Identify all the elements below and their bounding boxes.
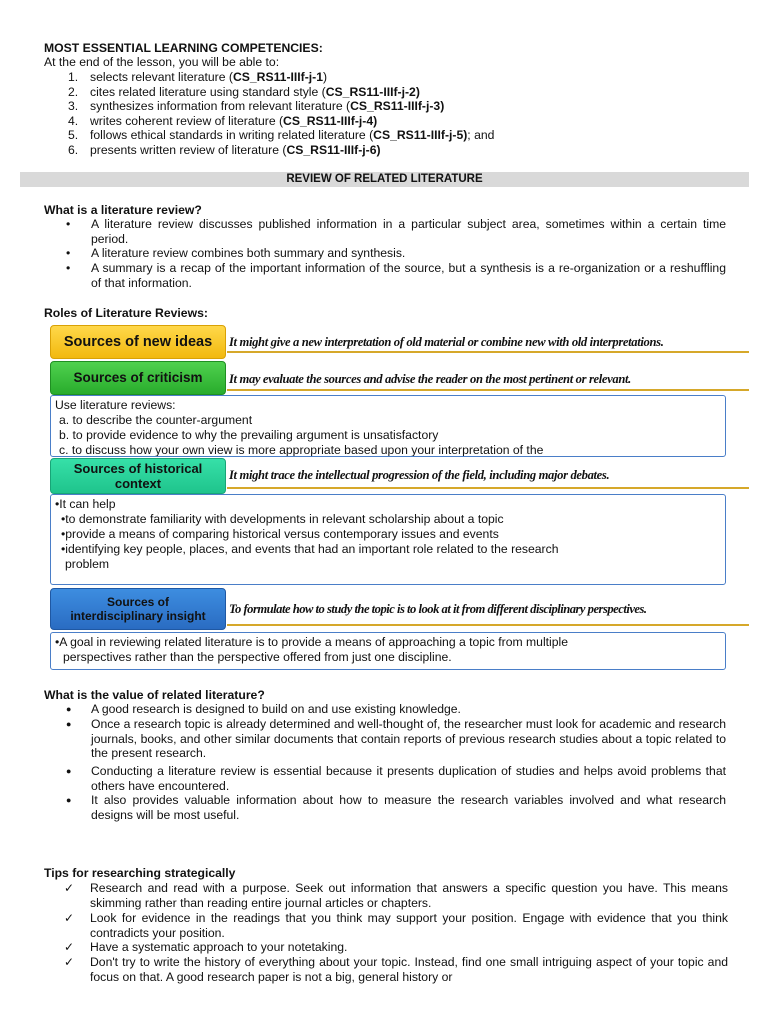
- roles-heading: Roles of Literature Reviews:: [44, 306, 208, 320]
- tip-item: ✓ Research and read with a purpose. Seek out information that answers a specific question you have. This means skimming rather than reading entire journal articles or chapters.: [64, 881, 728, 910]
- what-is-bullet: • A literature review discusses published information in a particular subject area, sometimes within a certain time period.: [66, 217, 726, 246]
- value-heading: What is the value of related literature?: [44, 688, 265, 702]
- tip-item: ✓ Have a systematic approach to your notetaking.: [64, 940, 348, 954]
- tip-item: ✓ Look for evidence in the readings that you think may support your position. Engage with evidence that you think contradicts your position.: [64, 911, 728, 940]
- value-bullet: ● It also provides valuable information about how to measure the research variables involved and what research designs will be most useful.: [66, 793, 726, 822]
- role-interdisciplinary-desc: To formulate how to study the topic is to look at it from different disciplinary perspectives.: [229, 602, 647, 616]
- section-banner: REVIEW OF RELATED LITERATURE: [20, 172, 749, 187]
- check-icon: ✓: [64, 911, 75, 925]
- role-historical-desc: It might trace the intellectual progression of the field, including major debates.: [229, 468, 610, 482]
- check-icon: ✓: [64, 881, 75, 895]
- divider: [227, 389, 749, 391]
- role-criticism-desc: It may evaluate the sources and advise the reader on the most pertinent or relevant.: [229, 372, 631, 386]
- divider: [227, 624, 749, 626]
- value-bullet: ● A good research is designed to build on and use existing knowledge.: [66, 702, 461, 716]
- interdisciplinary-info-box: •A goal in reviewing related literature is to provide a means of approaching a topic from multiple perspectives rather than the perspective offered from just one discipline.: [50, 632, 726, 670]
- historical-info-box: •It can help •to demonstrate familiarity with developments in relevant scholarship about a topic •provide a means of comparing historical versus contemporary issues and events •identifying key people, places, and events that had an important role related to the research problem: [50, 494, 726, 585]
- competency-item: 5. follows ethical standards in writing related literature (CS_RS11-IIIf-j-5); and: [68, 128, 495, 143]
- divider: [227, 351, 749, 353]
- role-new-ideas: Sources of new ideas: [50, 325, 226, 359]
- what-is-bullet: • A literature review combines both summary and synthesis.: [66, 246, 406, 260]
- what-is-bullet: • A summary is a recap of the important information of the source, but a synthesis is a re-organization or a reshuffling of that information.: [66, 261, 726, 290]
- divider: [227, 487, 749, 489]
- competency-item: 1. selects relevant literature (CS_RS11-IIIf-j-1): [68, 70, 328, 84]
- competencies-list: [68, 70, 728, 158]
- competency-item: 6. presents written review of literature (CS_RS11-IIIf-j-6): [68, 142, 381, 157]
- competency-item: 4. writes coherent review of literature (CS_RS11-IIIf-j-4): [68, 113, 378, 128]
- value-bullet: ● Conducting a literature review is essential because it presents duplication of studies and helps avoid problems that others have encountered.: [66, 764, 726, 793]
- competencies-title: MOST ESSENTIAL LEARNING COMPETENCIES:: [44, 41, 323, 55]
- role-historical-context: Sources of historical context: [50, 458, 226, 494]
- check-icon: ✓: [64, 955, 75, 969]
- role-new-ideas-desc: It might give a new interpretation of old material or combine new with old interpretations.: [229, 335, 664, 349]
- role-interdisciplinary: Sources of interdisciplinary insight: [50, 588, 226, 630]
- competency-item: 2. cites related literature using standard style (CS_RS11-IIIf-j-2): [68, 84, 420, 99]
- what-is-heading: What is a literature review?: [44, 203, 202, 217]
- check-icon: ✓: [64, 940, 75, 954]
- role-criticism: Sources of criticism: [50, 361, 226, 395]
- criticism-info-box: Use literature reviews: a. to describe the counter-argument b. to provide evidence to why the prevailing argument is unsatisfactory c. to discuss how your own view is more appropriate based upon your interpretation of the: [50, 395, 726, 457]
- competencies-intro: At the end of the lesson, you will be able to:: [44, 55, 280, 69]
- competency-item: 3. synthesizes information from relevant literature (CS_RS11-IIIf-j-3): [68, 99, 445, 114]
- value-bullet: ● Once a research topic is already determined and well-thought of, the researcher must look for academic and research journals, books, and other similar documents that contain reports of previous research studies about a topic related to the present research.: [66, 717, 726, 760]
- tip-item: ✓ Don't try to write the history of everything about your topic. Instead, find one small intriguing aspect of your topic and focus on that. A good research paper is not a big, general history or: [64, 955, 728, 984]
- tips-heading: Tips for researching strategically: [44, 866, 236, 880]
